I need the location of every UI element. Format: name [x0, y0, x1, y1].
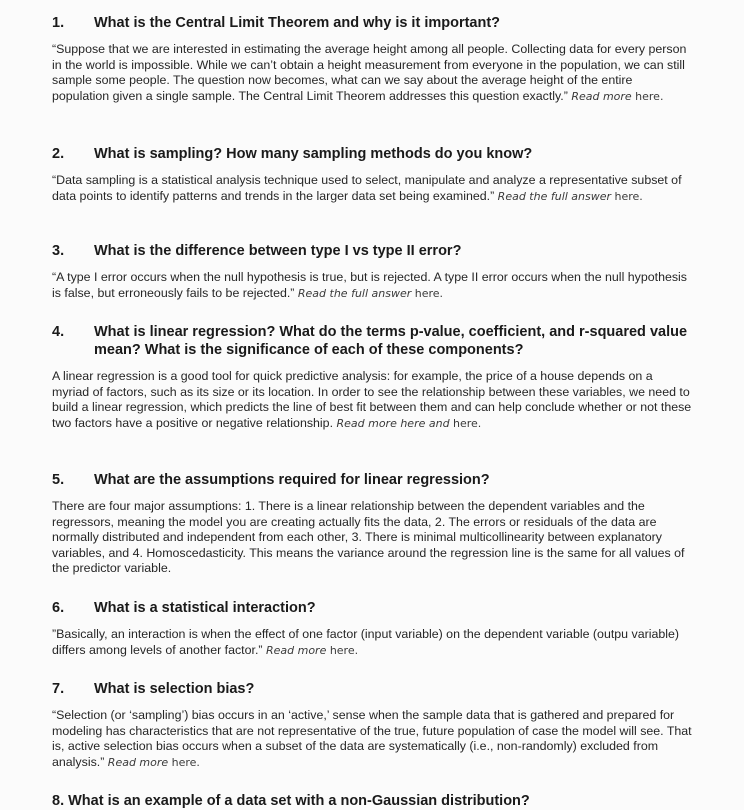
- answer-body: A linear regression is a good tool for quick predictive analysis: for example, the price of a house depends on a myriad of factors, such as its size or its location. In order to see the relationship between these variables, we need to build a linear regression, which predicts the line of best fit between them and can help conclude whether or not these two factors have a positive or negative relationship.: [52, 369, 692, 430]
- here-link[interactable]: here.: [453, 416, 482, 430]
- question-5: [52, 471, 692, 577]
- answer-body: ”Basically, an interaction is when the effect of one factor (input variable) on the dependent variable (outpu variable) differs among levels of another factor.”: [52, 627, 680, 657]
- read-more-link[interactable]: Read more: [107, 755, 169, 769]
- question-6: [52, 599, 692, 658]
- question-title: What is the difference between type I vs type II error?: [94, 243, 462, 259]
- here-link[interactable]: here.: [614, 189, 643, 203]
- answer-body: “Data sampling is a statistical analysis technique used to select, manipulate and analyze a representative subset of data points to identify patterns and trends in the larger data set being examined.”: [52, 173, 682, 203]
- here-link[interactable]: here.: [635, 89, 664, 103]
- question-4: [52, 323, 692, 431]
- answer-text: [52, 173, 692, 204]
- question-heading: [52, 14, 692, 32]
- read-more-link[interactable]: Read more: [265, 643, 327, 657]
- read-more-link[interactable]: Read the full answer: [297, 286, 412, 300]
- question-number: 3.: [52, 243, 65, 259]
- question-7: [52, 680, 692, 770]
- answer-body: There are four major assumptions: 1. There is a linear relationship between the dependent variables and the regressors, meaning the model you are creating actually fits the data, 2. The errors or residuals of the data are normally distributed and independent from each other, 3. There is minimal multicollinearity between explanatory variables, and 4. Homoscedasticity. This means the variance around the regression line is the same for all values of the predictor variable.: [52, 499, 685, 575]
- here-link[interactable]: here.: [414, 286, 444, 300]
- answer-text: [52, 369, 692, 431]
- question-1: [52, 14, 692, 104]
- cut-off-heading: 8. What is an example of a data set with a non-Gaussian distribution?: [52, 793, 530, 809]
- question-heading: [52, 471, 692, 489]
- question-heading: [52, 242, 692, 260]
- question-heading: [52, 680, 692, 698]
- here-link[interactable]: here.: [329, 643, 359, 657]
- question-heading: [52, 323, 692, 359]
- question-number: 5.: [52, 472, 65, 488]
- answer-text: [52, 708, 692, 770]
- question-title: What is selection bias?: [94, 681, 255, 697]
- read-more-link[interactable]: Read the full answer: [497, 189, 612, 203]
- answer-text: [52, 42, 692, 104]
- question-heading: [52, 599, 692, 617]
- read-more-link[interactable]: Read more: [571, 89, 632, 103]
- question-title: What is the Central Limit Theorem and why is it important?: [94, 15, 501, 31]
- question-heading: [52, 145, 692, 163]
- question-title: What are the assumptions required for linear regression?: [94, 472, 490, 488]
- question-number: 2.: [52, 146, 65, 162]
- question-number: 6.: [52, 600, 65, 616]
- question-number: 4.: [52, 324, 65, 340]
- answer-text: [52, 627, 692, 658]
- answer-text: [52, 499, 692, 577]
- answer-body: “Selection (or ‘sampling’) bias occurs in an ‘active,’ sense when the sample data that is gathered and prepared for modeling has characteristics that are not representative of the true, future population of case the model will see. That is, active selection bias occurs when a subset of the data are systematically (i.e., non-randomly) excluded from analysis.”: [52, 708, 692, 769]
- question-number: 7.: [52, 681, 65, 697]
- answer-body: “A type I error occurs when the null hypothesis is true, but is rejected. A type II error occurs when the null hypothesis is false, but erroneously fails to be rejected.”: [52, 270, 687, 300]
- question-2: [52, 145, 692, 204]
- question-number: 1.: [52, 15, 65, 31]
- question-title: What is linear regression? What do the terms p-value, coefficient, and r-squared value mean? What is the significance of each of these components?: [94, 324, 688, 358]
- here-link[interactable]: here.: [171, 755, 200, 769]
- question-title: What is a statistical interaction?: [94, 600, 316, 616]
- answer-text: [52, 270, 692, 301]
- answer-body: “Suppose that we are interested in estimating the average height among all people. Collecting data for every person in the world is impossible. While we can’t obtain a height measurement from everyone in the population, we can still sample some people. The question now becomes, what can we say about the average height of the entire population given a single sample. The Central Limit Theorem addresses this question exactly.”: [52, 42, 687, 103]
- question-3: [52, 242, 692, 301]
- read-more-link[interactable]: Read more here and: [336, 416, 450, 430]
- question-title: What is sampling? How many sampling methods do you know?: [94, 146, 533, 162]
